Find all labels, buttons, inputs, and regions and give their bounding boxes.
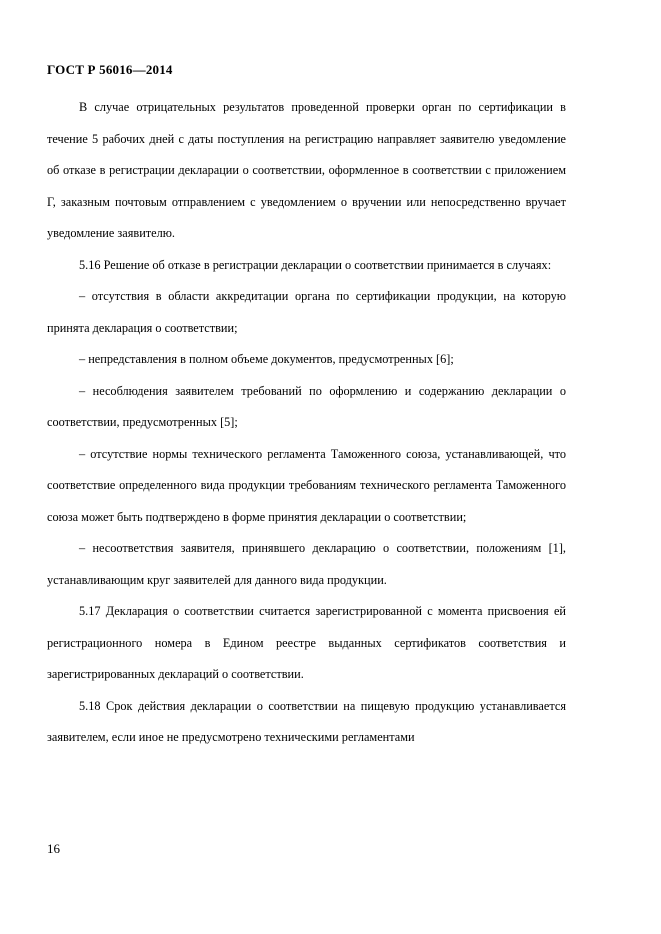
list-item-documents: – непредставления в полном объеме документов, предусмотренных [6];: [79, 352, 454, 366]
list-item-requirements: – несоблюдения заявителем требований по оформлению и содержанию декларации о соответствии, предусмотренных [5];: [47, 383, 566, 429]
list-item-applicant: – несоответствия заявителя, принявшего декларацию о соответствии, положениям [1], устанавливающим круг заявителей для данного вида продукции.: [47, 541, 566, 587]
page-number: 16: [47, 841, 60, 856]
paragraph-5-17: 5.17 Декларация о соответствии считается зарегистрированной с момента присвоения ей регистрационного номера в Едином реестре выданных сертификатов соответствия и зарегистрированных деклараций о соответствии.: [47, 604, 566, 681]
document-header: ГОСТ Р 56016—2014: [47, 62, 173, 77]
paragraph-5-18: 5.18 Срок действия декларации о соответствии на пищевую продукцию устанавливается заявителем, если иное не предусмотрено техническими регламентами: [47, 698, 566, 744]
document-body: [47, 92, 566, 754]
paragraph-refusal-notice: В случае отрицательных результатов проведенной проверки орган по сертификации в течение 5 рабочих дней с даты поступления на регистрацию направляет заявителю уведомление об отказе в регистрации декларации о соответствии, оформленное в соответствии с приложением Г, заказным почтовым отправлением с уведомлением о вручении или непосредственно вручает уведомление заявителю.: [47, 100, 566, 240]
list-item-regulation: – отсутствие нормы технического регламента Таможенного союза, устанавливающей, что соответствие определенного вида продукции требованиям технического регламента Таможенного союза может быть подтверждено в форме принятия декларации о соответствии;: [47, 446, 566, 524]
paragraph-5-16: 5.16 Решение об отказе в регистрации декларации о соответствии принимается в случаях:: [79, 257, 552, 272]
list-item-accreditation: – отсутствия в области аккредитации органа по сертификации продукции, на которую принята декларация о соответствии;: [47, 289, 566, 335]
